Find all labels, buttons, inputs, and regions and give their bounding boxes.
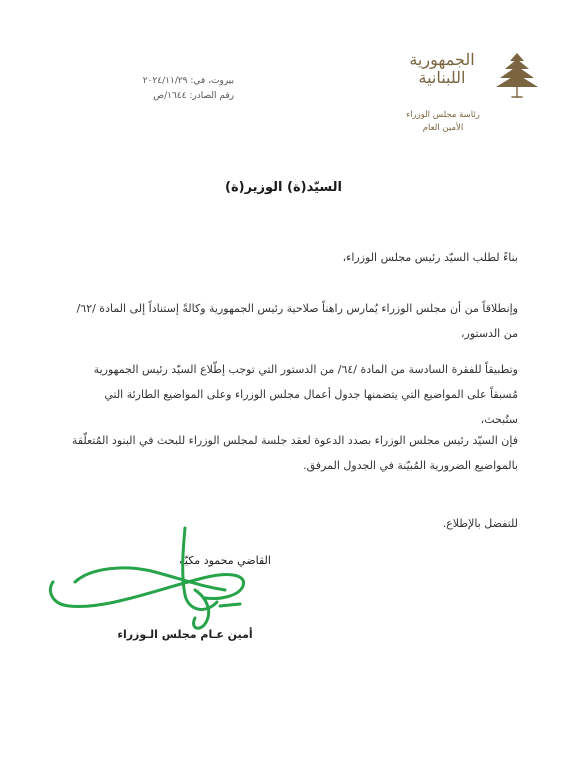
signatory-title: أمين عـام مجلس الـوزراء xyxy=(117,628,253,641)
reference-number: رقم الصادر: ١٦٤٤/ص xyxy=(153,91,234,101)
logo-sub-line-1: رئاسة مجلس الوزراء xyxy=(406,110,480,120)
paragraph-2: وإنطلاقاً من أن مجلس الوزراء يُمارس راهناً صلاحية رئيس الجمهورية وكالةً إستناداً إلى المادة /٦٢/ من الدستور، xyxy=(76,302,518,340)
handwritten-signature xyxy=(35,520,275,635)
logo-title: الجمهورية اللبنانية xyxy=(409,50,475,87)
addressee-heading: السيّد(ة) الوزير(ة) xyxy=(225,180,342,195)
place-date: بيروت، في: ٢٠٢٤/١١/٢٩ xyxy=(142,76,234,86)
logo-subtitle xyxy=(400,109,486,135)
signatory-name: القاضي محمود مكيّه xyxy=(179,554,271,567)
logo-sub-line-2: الأمين العام xyxy=(422,123,464,133)
paragraph-4: فإن السيّد رئيس مجلس الوزراء بصدد الدعوة لعقد جلسة لمجلس الوزراء للبحث في البنود المُتعلّقة بالمواضيع الضرورية المُبيّنة في الجدول المرفق. xyxy=(71,434,518,472)
paragraph-1: بناءً لطلب السيّد رئيس مجلس الوزراء، xyxy=(342,251,518,264)
cedar-tree-icon xyxy=(492,49,542,101)
letterhead-logo xyxy=(400,45,550,145)
paragraph-3: وتطبيقاً للفقرة السادسة من المادة /٦٤/ من الدستور التي توجب إطّلاع السيّد رئيس الجمهورية مُسبقاً على المواضيع التي يتضمنها جدول أعمال مجلس الوزراء وعلى المواضيع الطارئة التي ستُبحث، xyxy=(93,363,518,426)
closing-line: للتفضل بالإطلاع. xyxy=(442,517,518,530)
date-ref-block xyxy=(64,74,234,104)
